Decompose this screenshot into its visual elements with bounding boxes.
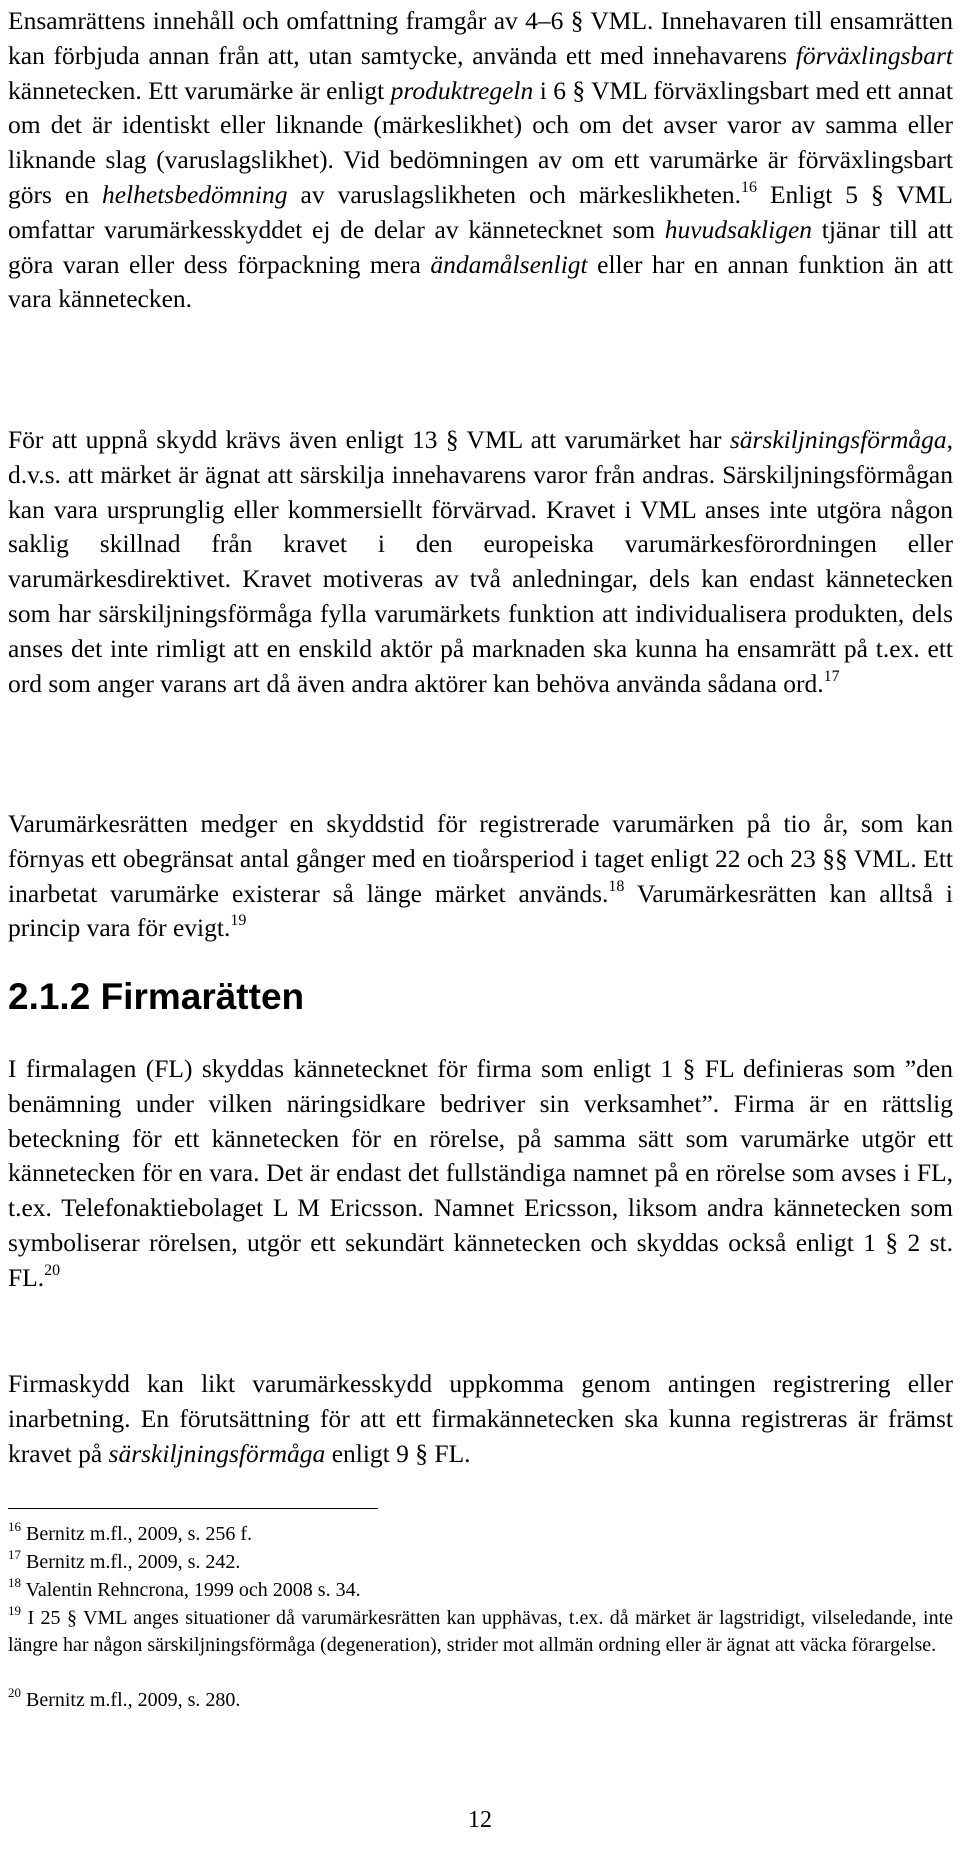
footnote-ref: 19 — [230, 912, 247, 930]
paragraph-company-name-law — [8, 1052, 953, 1296]
text-run: Varumärkesrätten medger en skyddstid för registrerade varumärken på tio år, som kan förnyas ett obegränsat antal gånger med en tioårsperiod i taget enligt 22 och 23 §§ VML. Ett inarbetat varumärke existerar så länge märket används. — [8, 809, 953, 908]
italic-term: produktregeln — [390, 75, 534, 105]
text-run: av varuslagslikheten och märkeslikheten. — [287, 179, 741, 209]
footnote-ref: 20 — [44, 1261, 61, 1279]
footnote-text: Bernitz m.fl., 2009, s. 242. — [26, 1551, 241, 1573]
text-run: Firmaskydd kan likt varumärkesskydd uppkomma genom antingen registrering eller inarbetning. En förutsättning för att ett firmakännetecken ska kunna registreras är främst kravet på — [8, 1369, 953, 1468]
italic-term: huvudsakligen — [664, 214, 813, 244]
paragraph-trademark-scope — [8, 4, 953, 317]
paragraph-company-name-protection — [8, 1367, 953, 1471]
italic-term: helhetsbedömning — [101, 179, 288, 209]
text-run: I firmalagen (FL) skyddas kännetecknet för firma som enligt 1 § FL definieras som ”den benämning under vilken näringsidkare bedriver sin verksamhet”. Firma är en rättslig beteckning för ett kännetecken för en rörelse, på samma sätt som varumärke utgör ett kännetecken för en vara. Det är endast det fullständiga namnet på en rörelse som avses i FL, t.ex. Telefonaktiebolaget L M Ericsson. Namnet Ericsson, liksom andra kännetecken som symboliserar rörelsen, utgör ett sekundärt kännetecken och skyddas också enligt 1 § 2 st. FL. — [8, 1054, 953, 1292]
footnote-divider — [8, 1508, 378, 1509]
italic-term: förväxlingsbart — [795, 40, 953, 70]
footnote-text: Bernitz m.fl., 2009, s. 256 f. — [26, 1523, 253, 1545]
paragraph-protection-period — [8, 807, 953, 946]
text-run: tjänar till att göra varan eller dess förpackning mera — [8, 214, 954, 279]
paragraph-distinctiveness — [8, 423, 953, 701]
italic-term: ändamålsenligt — [430, 249, 588, 279]
footnote-text: Valentin Rehncrona, 1999 och 2008 s. 34. — [25, 1579, 361, 1601]
text-run: För att uppnå skydd krävs även enligt 13 § VML att varumärket har — [8, 425, 730, 454]
text-run: enligt 9 § FL. — [325, 1438, 471, 1468]
text-run: Varumärkesrätten kan alltså i princip vara för evigt. — [8, 878, 953, 943]
footnote — [8, 1549, 953, 1576]
footnote-ref: 18 — [608, 877, 625, 895]
section-heading: 2.1.2 Firmarätten — [8, 976, 305, 1017]
footnote-text: I 25 § VML anges situationer då varumärkesrätten kan upphävas, t.ex. då märket är lagstridigt, vilseledande, inte längre har någon särskiljningsförmåga (degeneration), strider mot allmän ordning eller är ägnat att väcka förargelse. — [8, 1607, 954, 1656]
footnote — [8, 1605, 953, 1659]
page-number: 12 — [468, 1807, 492, 1833]
footnote-number: 19 — [8, 1603, 21, 1618]
footnote — [8, 1521, 953, 1548]
footnote — [8, 1687, 953, 1714]
footnote-number: 18 — [8, 1575, 21, 1590]
text-run: Ensamrättens innehåll och omfattning framgår av 4–6 § VML. Innehavaren till ensamrätten kan förbjuda annan från att, utan samtycke, använda ett med innehavarens — [8, 6, 953, 70]
footnote-ref: 17 — [823, 667, 840, 685]
footnote-number: 16 — [8, 1519, 21, 1534]
text-run: Enligt 5 § VML omfattar varumärkesskyddet ej de delar av kännetecknet som — [8, 179, 953, 244]
text-run: eller har en annan funktion än att vara kännetecken. — [8, 249, 953, 314]
italic-term: särskiljningsförmåga — [729, 425, 947, 454]
footnote-number: 20 — [8, 1685, 21, 1700]
text-run: i 6 § VML förväxlingsbart med ett annat om det är identiskt eller liknande (märkeslikhet) och om det avser varor av samma eller liknande slag (varuslagslikhet). Vid bedömningen av om ett varumärke är förväxlingsbart görs en — [8, 75, 954, 209]
footnote-number: 17 — [8, 1547, 21, 1562]
text-run: kännetecken. Ett varumärke är enligt — [8, 75, 391, 105]
italic-term: särskiljningsförmåga — [108, 1438, 326, 1468]
footnote-ref: 16 — [740, 178, 757, 196]
text-run: , d.v.s. att märket är ägnat att särskilja innehavarens varor från andras. Särskiljningsförmågan kan vara ursprunglig eller kommersiellt förvärvad. Kravet i VML anses inte utgöra någon saklig skillnad från kravet i den europeiska varumärkesförordningen eller varumärkesdirektivet. Kravet motiveras av två anledningar, dels kan endast kännetecken som har särskiljningsförmåga fylla varumärkets funktion att individualisera produkten, dels anses det inte rimligt att en enskild aktör på marknaden ska kunna ha ensamrätt på t.ex. ett ord som anger varans art då även andra aktörer kan behöva använda sådana ord. — [8, 425, 953, 698]
footnote-text: Bernitz m.fl., 2009, s. 280. — [26, 1689, 241, 1711]
footnote — [8, 1577, 953, 1604]
